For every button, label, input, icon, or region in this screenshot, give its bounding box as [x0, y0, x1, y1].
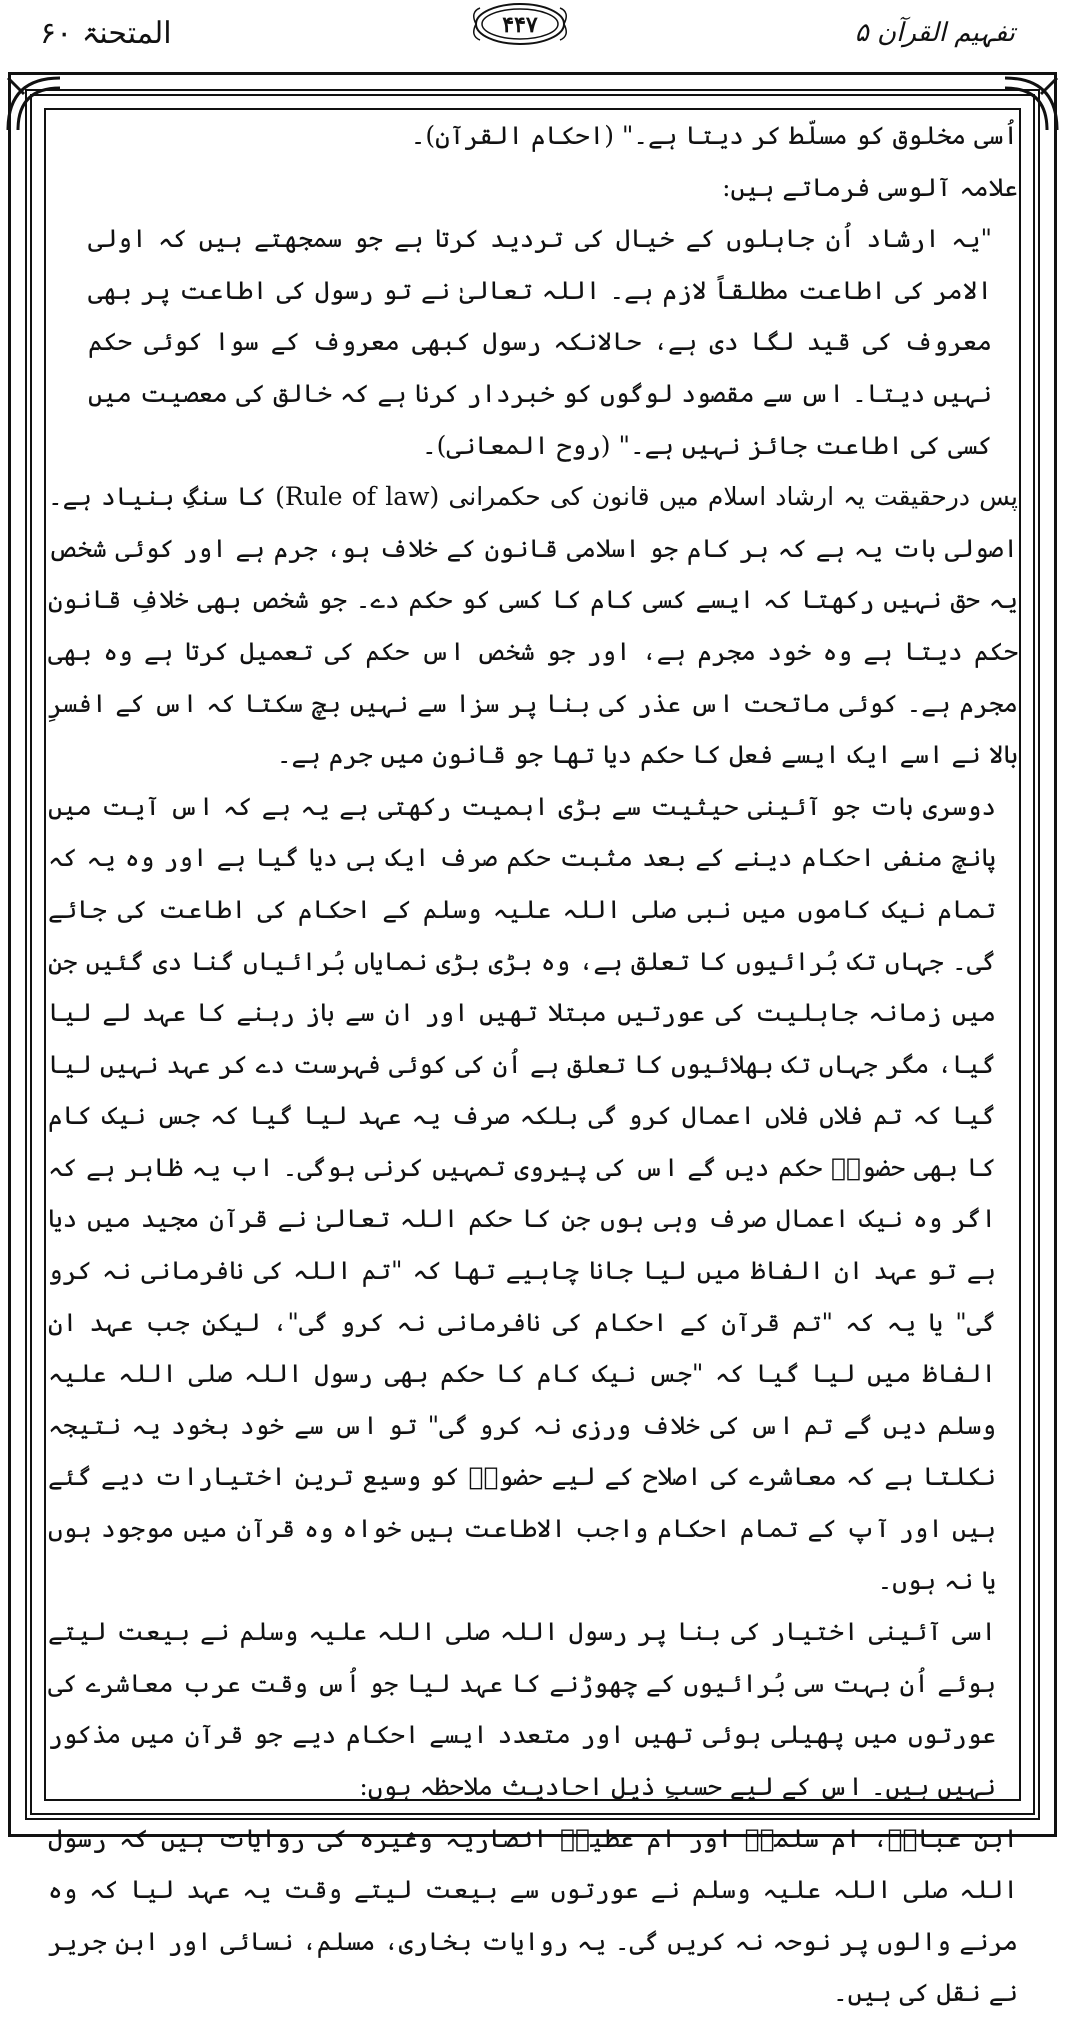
- page-body: [48, 110, 1018, 2008]
- paragraph: ابن عباسؓ، ام سلمہؓ اور ام عطیہؓ انصاریہ وغیرہ کی روایات ہیں کہ رسول اللہ صلی اللہ علیہ وسلم نے عورتوں سے بیعت لیتے وقت یہ عہد لیا کہ وہ مرنے والوں پر نوحہ نہ کریں گی۔ یہ روایات بخاری، مسلم، نسائی اور ابن جریر نے نقل کی ہیں۔: [48, 1823, 1018, 2008]
- paragraph: پس درحقیقت یہ ارشاد اسلام میں قانون کی حکمرانی (Rule of law) کا سنگِ بنیاد ہے۔ اصولی بات یہ ہے کہ ہر کام جو اسلامی قانون کے خلاف ہو، جرم ہے اور کوئی شخص یہ حق نہیں رکھتا کہ ایسے کسی کام کا کسی کو حکم دے۔ جو شخص بھی خلافِ قانون حکم دیتا ہے وہ خود مجرم ہے، اور جو شخص اس حکم کی تعمیل کرتا ہے وہ بھی مجرم ہے۔ کوئی ماتحت اس عذر کی بنا پر سزا سے نہیں بچ سکتا کہ اس کے افسرِ بالا نے اسے ایک ایسے فعل کا حکم دیا تھا جو قانون میں جرم ہے۔: [48, 482, 1018, 770]
- paragraph: دوسری بات جو آئینی حیثیت سے بڑی اہمیت رکھتی ہے یہ ہے کہ اس آیت میں پانچ منفی احکام دینے کے بعد مثبت حکم صرف ایک ہی دیا گیا ہے اور وہ یہ کہ تمام نیک کاموں میں نبی صلی اللہ علیہ وسلم کے احکام کی اطاعت کی جائے گی۔ جہاں تک بُرائیوں کا تعلق ہے، وہ بڑی بڑی نمایاں بُرائیاں گنا دی گئیں جن میں زمانہ جاہلیت کی عورتیں مبتلا تھیں اور ان سے باز رہنے کا عہد لے لیا گیا، مگر جہاں تک بھلائیوں کا تعلق ہے اُن کی کوئی فہرست دے کر عہد نہیں لیا گیا کہ تم فلاں فلاں اعمال کرو گی بلکہ صرف یہ عہد لیا گیا کہ جس نیک کام کا بھی حضورؐ حکم دیں گے اس کی پیروی تمہیں کرنی ہوگی۔ اب یہ ظاہر ہے کہ اگر وہ نیک اعمال صرف وہی ہوں جن کا حکم اللہ تعالیٰ نے قرآن مجید میں دیا ہے تو عہد ان الفاظ میں لیا جانا چاہیے تھا کہ "تم اللہ کی نافرمانی نہ کرو گی" یا یہ کہ "تم قرآن کے احکام کی نافرمانی نہ کرو گی"، لیکن جب عہد ان الفاظ میں لیا گیا کہ "جس نیک کام کا حکم بھی رسول اللہ صلی اللہ علیہ وسلم دیں گے تم اس کی خلاف ورزی نہ کرو گی" تو اس سے خود بخود یہ نتیجہ نکلتا ہے کہ معاشرے کی اصلاح کے لیے حضورؐ کو وسیع ترین اختیارات دیے گئے ہیں اور آپ کے تمام احکام واجب الاطاعت ہیں خواہ وہ قرآن میں موجود ہوں یا نہ ہوں۔: [48, 791, 996, 1595]
- quote-paragraph: "یہ ارشاد اُن جاہلوں کے خیال کی تردید کرتا ہے جو سمجھتے ہیں کہ اولی الامر کی اطاعت مطلقاً لازم ہے۔ اللہ تعالیٰ نے تو رسول کی اطاعت پر بھی معروف کی قید لگا دی ہے، حالانکہ رسول کبھی معروف کے سوا کوئی حکم نہیں دیتا۔ اس سے مقصود لوگوں کو خبردار کرنا ہے کہ خالق کی معصیت میں کسی کی اطاعت جائز نہیں ہے۔" (روح المعانی)۔: [88, 224, 992, 460]
- paragraph: اسی آئینی اختیار کی بنا پر رسول اللہ صلی اللہ علیہ وسلم نے بیعت لیتے ہوئے اُن بہت سی بُرائیوں کے چھوڑنے کا عہد لیا جو اُس وقت عرب معاشرے کی عورتوں میں پھیلی ہوئی تھیں اور متعدد ایسے احکام دیے جو قرآن میں مذکور نہیں ہیں۔ اس کے لیے حسبِ ذیل احادیث ملاحظہ ہوں:: [48, 1617, 996, 1801]
- book-title: تفہیم القرآن ۵: [854, 18, 1015, 48]
- paragraph: اُسی مخلوق کو مسلّط کر دیتا ہے۔" (احکام القرآن)۔: [410, 121, 1018, 150]
- paragraph: علامہ آلوسی فرماتے ہیں:: [722, 172, 1018, 202]
- page-number-ornament: [470, 0, 570, 50]
- page-header: [0, 0, 1065, 66]
- page-number: ۴۴۷: [502, 12, 538, 38]
- surah-name: المتحنۃ ۶۰: [40, 16, 172, 51]
